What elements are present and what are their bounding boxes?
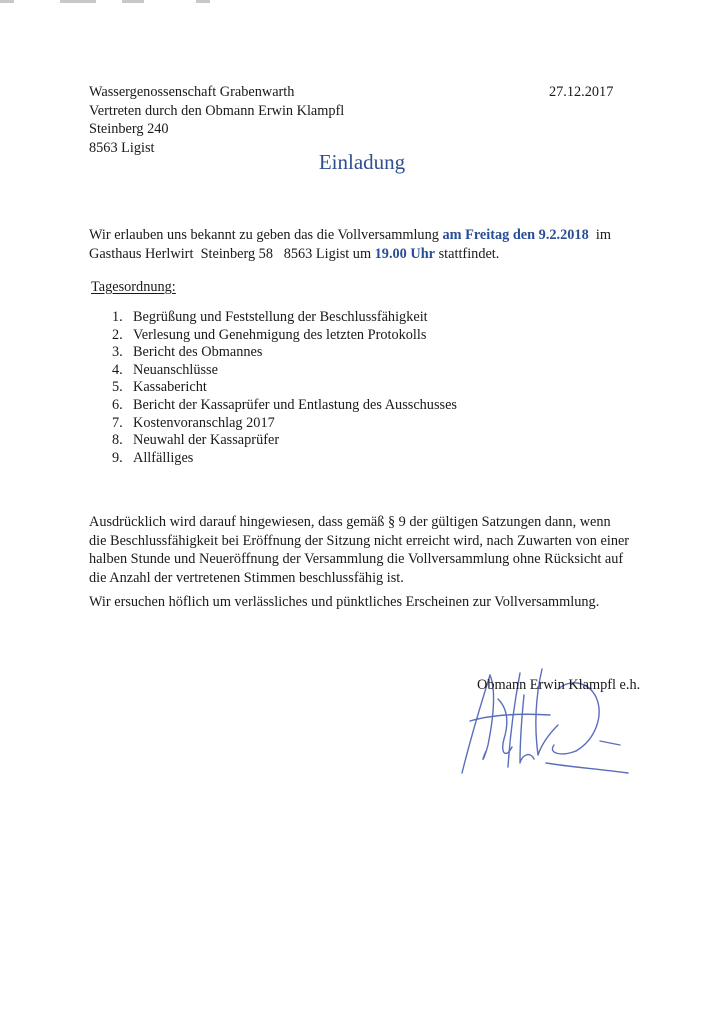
scan-mark: [60, 0, 96, 3]
intro-text: im: [588, 227, 611, 243]
note-line: die Anzahl der vertretenen Stimmen beschlussfähig ist.: [89, 569, 404, 586]
agenda-item: 4. Neuanschlüsse: [112, 361, 218, 378]
note-line: halben Stunde und Neueröffnung der Versammlung die Vollversammlung ohne Rücksicht auf: [89, 551, 624, 567]
document-date: 27.12.2017: [549, 84, 614, 100]
meeting-time: 19.00 Uhr: [374, 245, 436, 262]
sender-organization: Wassergenossenschaft Grabenwarth: [89, 84, 295, 100]
intro-location: Gasthaus Herlwirt Steinberg 58 8563 Ligist um: [89, 245, 375, 262]
agenda-item: 8. Neuwahl der Kassaprüfer: [112, 432, 280, 449]
signature-name: Obmann Erwin Klampfl e.h.: [477, 677, 641, 693]
note-line: Ausdrücklich wird darauf hingewiesen, dass gemäß § 9 der gültigen Satzungen dann, wenn: [89, 514, 611, 530]
scan-mark: [196, 0, 210, 3]
sender-address: [89, 83, 344, 157]
sender-street: Steinberg 240: [89, 121, 169, 137]
agenda-item: 1. Begrüßung und Feststellung der Beschlussfähigkeit: [112, 309, 428, 325]
intro-paragraph: [89, 226, 649, 263]
agenda-item: 6. Bericht der Kassaprüfer und Entlastung des Ausschusses: [112, 396, 457, 413]
agenda-list: [112, 309, 457, 467]
agenda-item: 3. Bericht des Obmannes: [112, 344, 263, 361]
note-line: die Beschlussfähigkeit bei Eröffnung der Sitzung nicht erreicht wird, nach Zuwarten von einer: [89, 532, 630, 549]
scan-mark: [122, 0, 144, 3]
intro-text: Wir erlauben uns bekannt zu geben das die Vollversammlung: [89, 227, 443, 243]
document-title: Einladung: [318, 150, 406, 174]
agenda-item: 5. Kassabericht: [112, 379, 207, 396]
sender-city: 8563 Ligist: [89, 139, 155, 156]
scan-mark: [0, 0, 14, 3]
intro-text: stattfindet.: [435, 245, 500, 262]
agenda-item: 9. Allfälliges: [112, 449, 194, 466]
handwritten-signature: [450, 655, 640, 780]
agenda-item: 7. Kostenvoranschlag 2017: [112, 414, 275, 431]
quorum-note: [89, 513, 649, 587]
sender-representative: Vertreten durch den Obmann Erwin Klampfl: [89, 102, 345, 119]
agenda-heading: Tagesordnung:: [91, 279, 176, 295]
closing-sentence: Wir ersuchen höflich um verlässliches und pünktliches Erscheinen zur Vollversammlung.: [89, 594, 600, 610]
meeting-date: am Freitag den 9.2.2018: [442, 227, 589, 243]
agenda-item: 2. Verlesung und Genehmigung des letzten Protokolls: [112, 326, 427, 343]
